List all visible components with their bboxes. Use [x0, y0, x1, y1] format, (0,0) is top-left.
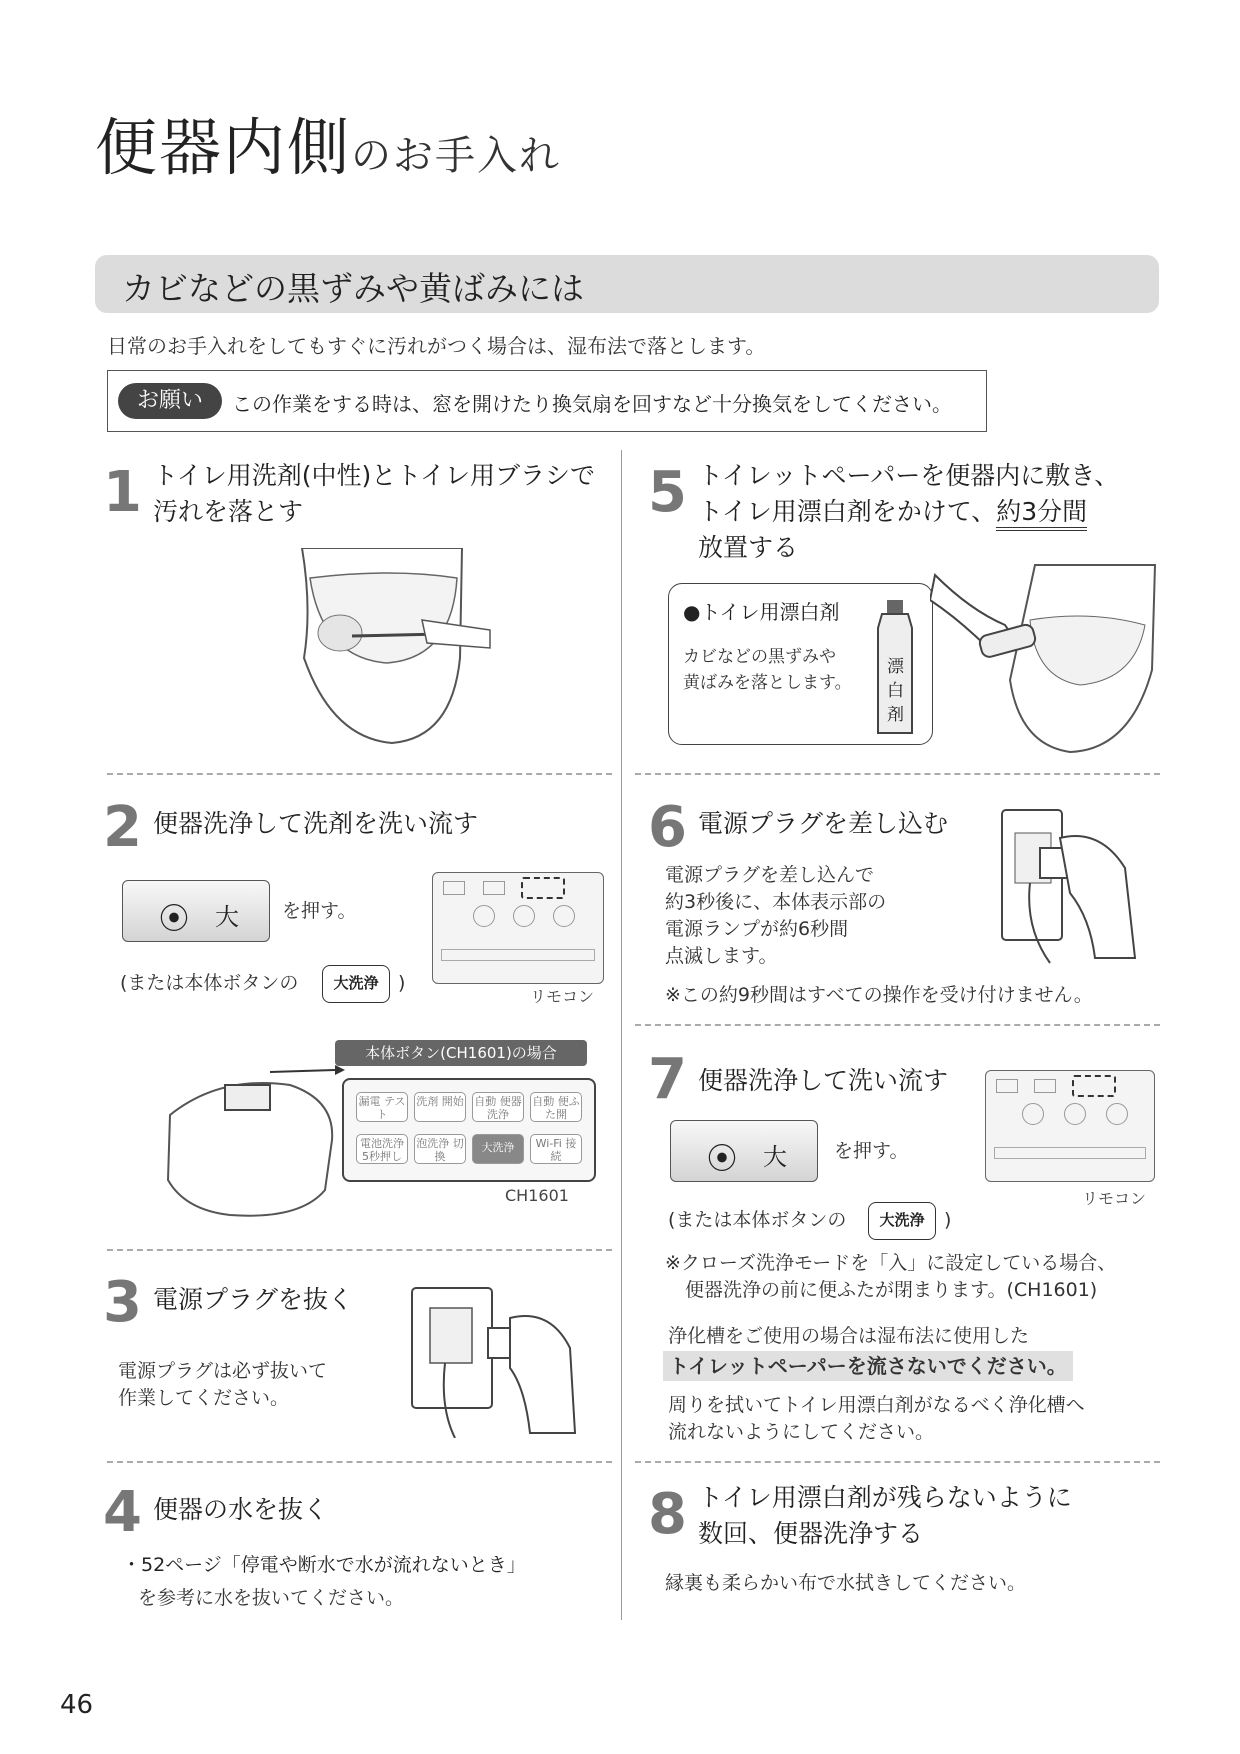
step-number: 8 — [648, 1482, 687, 1547]
panel-button: 自動 便器洗浄 — [472, 1092, 524, 1122]
separator — [635, 1024, 1160, 1026]
panel-button: 泡洗浄 切換 — [414, 1134, 466, 1164]
page-number: 46 — [60, 1690, 94, 1720]
separator — [107, 1461, 612, 1463]
section-title: カビなどの黒ずみや黄ばみには — [122, 269, 584, 308]
step-title: トイレットペーパーを便器内に敷き、 トイレ用漂白剤をかけて、約3分間 放置する — [698, 461, 1120, 562]
separator — [107, 773, 612, 775]
unplug-illustration — [410, 1278, 580, 1438]
step-title: 便器洗浄して洗剤を洗い流す — [153, 809, 479, 838]
panel-button: 漏電 テスト — [356, 1092, 408, 1122]
step-note: ※この約9秒間はすべての操作を受け付けません。 — [665, 984, 1093, 1006]
step-title: 便器洗浄して洗い流す — [698, 1066, 949, 1095]
press-text: を押す。 — [282, 900, 357, 922]
separator — [635, 1461, 1160, 1463]
or-text: (または本体ボタンの — [120, 972, 299, 994]
body-large-flush-button[interactable]: 大洗浄 — [868, 1202, 936, 1240]
panel-button: 電池洗浄 5秒押し — [356, 1134, 408, 1164]
step-number: 7 — [648, 1047, 687, 1112]
panel-button: 洗剤 開始 — [414, 1092, 466, 1122]
step-body: 電源プラグは必ず抜いて 作業してください。 — [118, 1360, 328, 1409]
step-body: ・52ページ「停電や断水で水が流れないとき」 を参考に水を抜いてください。 — [122, 1554, 526, 1609]
large-flush-button[interactable]: ⦿ 大 — [122, 880, 270, 942]
panel-button: 自動 便ふた開 — [530, 1092, 582, 1122]
toilet-body-illustration — [150, 1060, 345, 1225]
panel-large-flush-button: 大洗浄 — [472, 1134, 524, 1164]
column-divider — [621, 450, 622, 1620]
step-number: 5 — [648, 460, 687, 525]
step-note: ※クローズ洗浄モードを「入」に設定している場合、 便器洗浄の前に便ふたが閉まります。(CH1601) — [665, 1252, 1117, 1301]
bleach-toilet-illustration — [930, 560, 1160, 760]
plug-in-illustration — [1000, 808, 1140, 968]
bottle-label: 漂白剤 — [887, 657, 904, 725]
page-title: 便器内側のお手入れ — [95, 111, 562, 184]
step-title: 便器の水を抜く — [153, 1495, 329, 1524]
bleach-callout: ●トイレ用漂白剤 カビなどの黒ずみや 黄ばみを落とします。 — [668, 583, 933, 745]
panel-tag: 本体ボタン(CH1601)の場合 — [335, 1040, 587, 1066]
flush-swirl-icon: ⦿ — [707, 1142, 737, 1177]
step-number: 3 — [103, 1270, 142, 1335]
remote-caption: リモコン — [1082, 1189, 1147, 1208]
intro-text: 日常のお手入れをしてもすぐに汚れがつく場合は、湿布法で落とします。 — [107, 334, 766, 358]
separator — [635, 773, 1160, 775]
step-number: 2 — [103, 795, 142, 860]
body-button-panel — [342, 1078, 596, 1182]
separator — [107, 1249, 612, 1251]
step-number: 4 — [103, 1480, 142, 1545]
flush-swirl-icon: ⦿ — [159, 902, 189, 937]
step-title: 電源プラグを抜く — [153, 1285, 354, 1314]
notice-text: この作業をする時は、窓を開けたり換気扇を回すなど十分換気をしてください。 — [232, 392, 952, 416]
step-title: トイレ用洗剤(中性)とトイレ用ブラシで 汚れを落とす — [153, 461, 596, 526]
or-suffix: ) — [944, 1209, 952, 1231]
or-text: (または本体ボタンの — [668, 1209, 847, 1231]
step-number: 6 — [648, 795, 687, 860]
step-number: 1 — [103, 460, 142, 525]
step-title: 電源プラグを差し込む — [698, 809, 949, 838]
septic-warning: トイレットペーパーを流さないでください。 — [663, 1353, 1073, 1380]
notice-badge: お願い — [118, 383, 222, 419]
toilet-brush-illustration — [292, 548, 492, 748]
remote-illustration — [432, 872, 604, 984]
septic-note: 浄化槽をご使用の場合は湿布法に使用した — [668, 1325, 1030, 1347]
panel-button: Wi-Fi 接続 — [530, 1134, 582, 1164]
large-flush-button[interactable]: ⦿ 大 — [670, 1120, 818, 1182]
highlight-frame — [1072, 1075, 1116, 1097]
step-body: 電源プラグを差し込んで 約3秒後に、本体表示部の 電源ランプが約6秒間 点滅します。 — [665, 864, 887, 967]
or-suffix: ) — [398, 972, 406, 994]
septic-note: 周りを拭いてトイレ用漂白剤がなるべく浄化槽へ 流れないようにしてください。 — [668, 1394, 1085, 1443]
remote-caption: リモコン — [530, 987, 595, 1006]
press-text: を押す。 — [834, 1140, 909, 1162]
panel-model: CH1601 — [505, 1186, 569, 1205]
step-title: トイレ用漂白剤が残らないように 数回、便器洗浄する — [698, 1483, 1072, 1548]
step-body: 縁裏も柔らかい布で水拭きしてください。 — [665, 1572, 1027, 1594]
body-large-flush-button[interactable]: 大洗浄 — [322, 965, 390, 1003]
remote-illustration — [985, 1070, 1155, 1182]
highlight-frame — [521, 877, 565, 899]
